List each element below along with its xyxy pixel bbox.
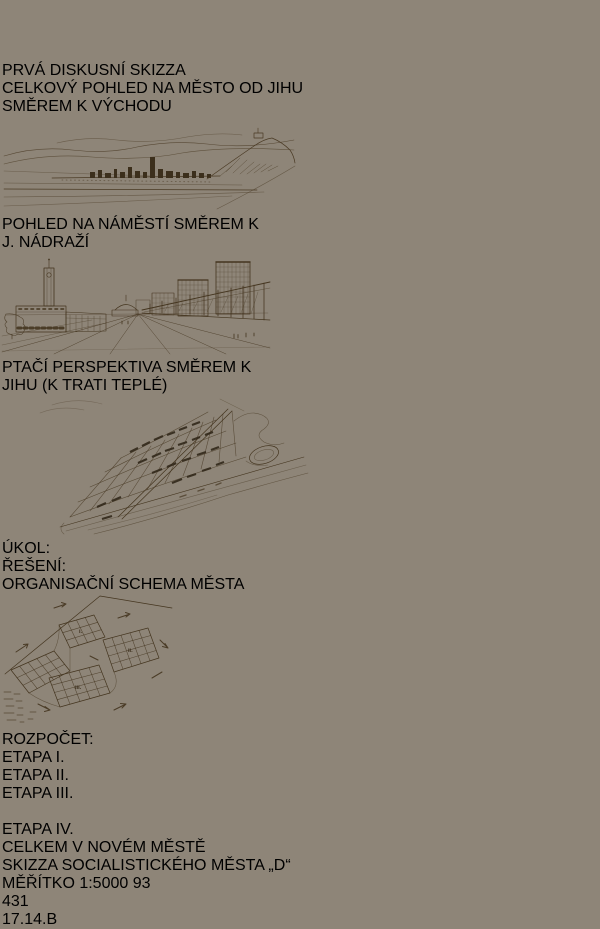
aerial-view-sketch <box>2 395 312 535</box>
caption-panorama-line1: CELKOVÝ POHLED NA MĚSTO OD JIHU <box>2 80 304 97</box>
etapa-2-label: ETAPA II. <box>2 767 69 784</box>
corner-note-1: 431 <box>2 893 29 910</box>
ukol-header: ÚKOL: <box>2 540 51 557</box>
etapa-4-label: ETAPA IV. <box>2 821 74 838</box>
caption-aerial <box>2 359 598 395</box>
subtitle-row <box>2 875 598 893</box>
etapa-1-label: ETAPA I. <box>2 749 65 766</box>
schema-label-district-bottom: III. <box>75 685 82 690</box>
celkem-label: CELKEM V NOVÉM MĚSTĚ <box>2 839 206 856</box>
caption-panorama <box>2 80 598 116</box>
caption-aerial-line2: JIHU (K TRATI TEPLÉ) <box>2 377 168 394</box>
caption-square-line1: POHLED NA NÁMĚSTÍ SMĚREM K <box>2 216 259 233</box>
scale-label: MĚŘÍTKO 1:5000 <box>2 875 129 892</box>
square-perspective-sketch <box>2 252 272 354</box>
sketch-paper-sheet <box>2 2 598 928</box>
tear-right-edge <box>2 35 9 50</box>
reseni-header: ŘEŠENÍ: <box>2 558 67 575</box>
tear-top-center <box>2 18 11 35</box>
handwritten-note: 93 <box>132 875 151 892</box>
title-block <box>2 857 598 893</box>
caption-square <box>2 216 598 252</box>
caption-square-line2: J. NÁDRAŽÍ <box>2 234 90 251</box>
notes-column <box>2 540 598 576</box>
schema-label-district-top: I. <box>79 629 83 634</box>
panorama-sketch <box>2 116 297 211</box>
city-schema-diagram <box>2 594 174 726</box>
corner-note-2: 17.14.B <box>2 911 58 928</box>
schema-header: ORGANISAČNÍ SCHEMA MĚSTA <box>2 576 245 593</box>
tear-bottom-left <box>2 50 15 62</box>
main-title: SKIZZA SOCIALISTICKÉHO MĚSTA „D“ <box>2 857 291 874</box>
corner-marks <box>2 893 598 929</box>
rozpocet-column <box>2 731 598 857</box>
schema-label-district-right: II. <box>128 648 133 653</box>
handwritten-title: PRVÁ DISKUSNÍ SKIZZA <box>2 62 186 79</box>
caption-aerial-line1: PTAČÍ PERSPEKTIVA SMĚREM K <box>2 359 252 376</box>
caption-panorama-line2: SMĚREM K VÝCHODU <box>2 98 172 115</box>
rozpocet-header: ROZPOČET: <box>2 731 94 748</box>
etapa-3-label: ETAPA III. <box>2 785 74 802</box>
